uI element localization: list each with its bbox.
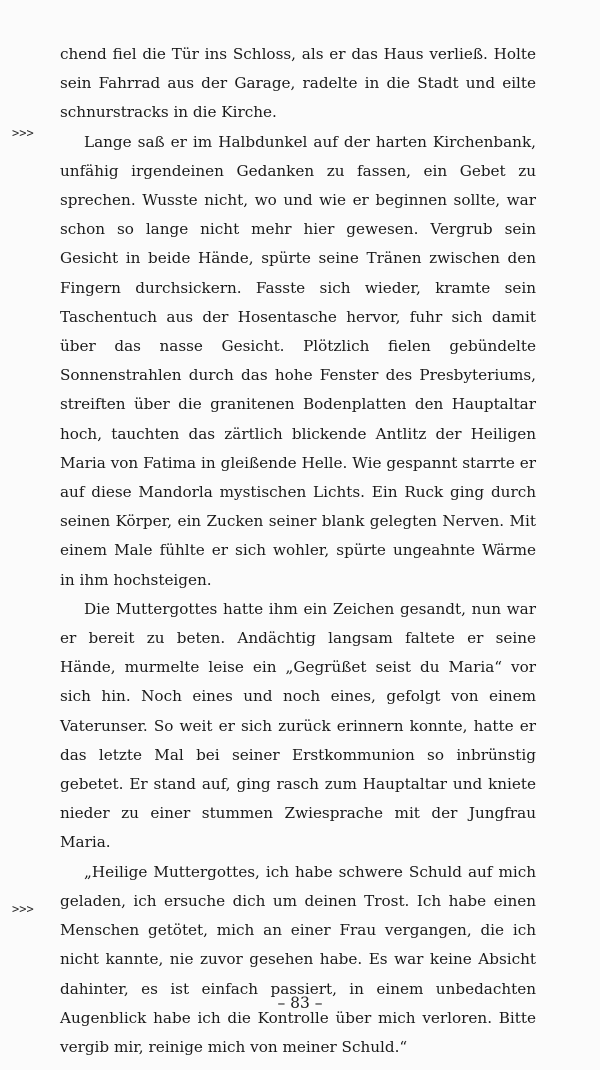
paragraph-2: Lange saß er im Halbdunkel auf der harten Kirchenbank, unfähig irgendeinen Gedanken zu fassen, ein Gebet zu sprechen. Wusste nicht, wo und wie er beginnen sollte, war schon so lange nicht mehr hier gewesen. Vergrub sein Gesicht in beide Hände, spürte seine Tränen zwischen den Fingern durchsickern. Fasste sich wieder, kramte sein Taschentuch aus der Hosentasche hervor, fuhr sich damit über das nasse Gesicht. Plötzlich fielen gebündelte Sonnenstrahlen durch das hohe Fenster des Presbyteriums, streiften über die granitenen Bodenplatten den Hauptaltar hoch, tauchten das zärtlich blickende Antlitz der Heiligen Maria von Fatima in gleißende Helle. Wie gespannt starrte er auf diese Mandorla mystischen Lichts. Ein Ruck ging durch seinen Körper, ein Zucken seiner blank gelegten Nerven. Mit einem Male fühlte er sich wohler, spürte ungeahnte Wärme in ihm hochsteigen. <box>60 132 536 589</box>
margin-marker: >>> <box>12 126 34 140</box>
paragraph-4: „Heilige Muttergottes, ich habe schwere Schuld auf mich geladen, ich ersuche dich um deinen Trost. Ich habe einen Menschen getötet, mich an einer Frau vergangen, die ich nicht kannte, nie zuvor gesehen habe. Es war keine Absicht dahinter, es ist einfach passiert, in einem unbedachten Augenblick habe ich die Kontrolle über mich verloren. Bitte vergib mir, reinige mich von meiner Schuld.“ <box>60 862 536 1056</box>
body-text <box>60 40 536 1062</box>
paragraph-1: chend fiel die Tür ins Schloss, als er das Haus verließ. Holte sein Fahrrad aus der Garage, radelte in die Stadt und eilte schnurstracks in die Kirche. <box>60 45 536 122</box>
paragraph-3: Die Muttergottes hatte ihm ein Zeichen gesandt, nun war er bereit zu beten. Andächtig langsam faltete er seine Hände, murmelte leise ein „Gegrüßet seist du Maria“ vor sich hin. Noch eines und noch eines, gefolgt von einem Vaterunser. So weit er sich zurück erinnern konnte, hatte er das letzte Mal bei seiner Erstkommunion so inbrünstig gebetet. Er stand auf, ging rasch zum Hauptaltar und kniete nieder zu einer stummen Zwiesprache mit der Jungfrau Maria. <box>60 599 536 852</box>
margin-marker: >>> <box>12 902 34 916</box>
page-number: – 83 – <box>277 994 323 1012</box>
